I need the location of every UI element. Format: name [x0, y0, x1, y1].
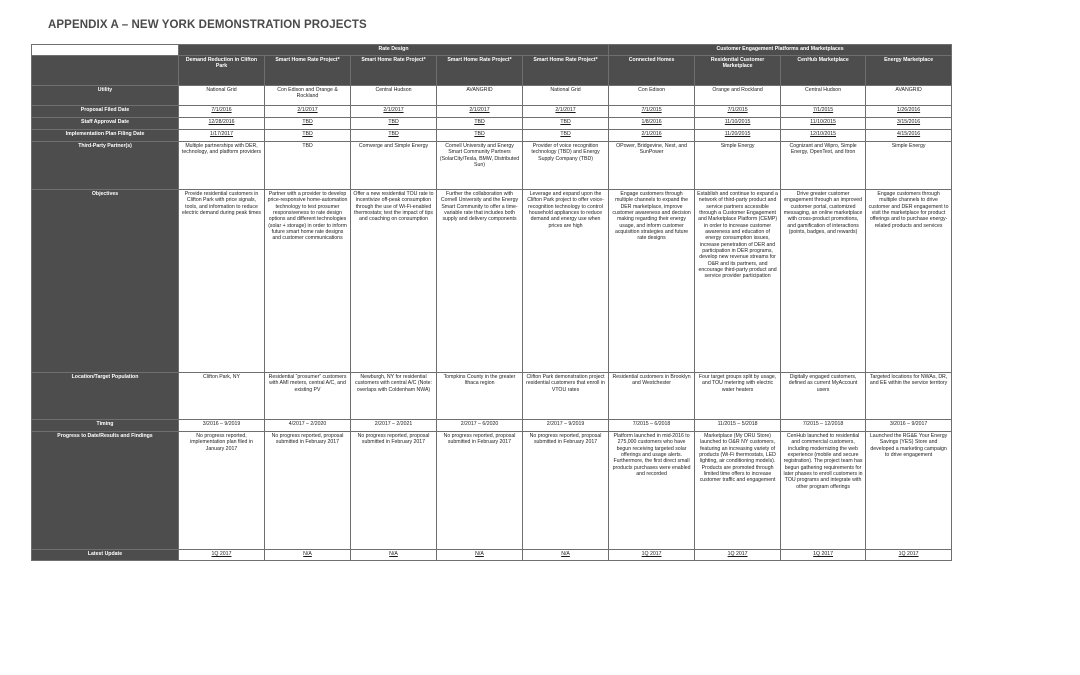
table-cell: 2/1/2016: [609, 130, 695, 142]
table-cell: 7/1/2015: [609, 106, 695, 118]
column-header: Energy Marketplace: [866, 56, 952, 86]
table-cell: Partner with a provider to develop price-responsive home-automation technology to test prosumer responsiveness to rate design options and different technologies (solar + storage) in order to inform future smart home rate designs and customer communications: [265, 190, 351, 373]
table-cell: Drive greater customer engagement through an improved customer portal, customized messaging, an online marketplace with cross-product promotions, and gamification of interactions (points, badges, and rewards): [781, 190, 866, 373]
table-cell: Marketplace (My ORU Store) launched to O&R NY customers, featuring an increasing variety of products (Wi-Fi thermostats, LED lighting, air conditioning models). Products are promoted through limited time offers to increase customer traffic and engagement: [695, 432, 781, 550]
table-cell: Simple Energy: [866, 142, 952, 190]
table-cell: 12/10/2015: [781, 130, 866, 142]
table-cell: 1Q 2017: [179, 550, 265, 561]
table-row-implementation: [32, 130, 952, 142]
table-cell: 11/10/2015: [695, 118, 781, 130]
table-row-approval: [32, 118, 952, 130]
table-cell: Clifton Park, NY: [179, 373, 265, 420]
table-cell: Digitally engaged customers, defined as current MyAccount users: [781, 373, 866, 420]
table-cell: OPower, Bridgevine, Nest, and SunPower: [609, 142, 695, 190]
table-cell: Newburgh, NY for residential customers with central A/C (Note: overlaps with Coldenham NWA): [351, 373, 437, 420]
table-cell: Targeted locations for NWAs, DR, and EE within the service territory: [866, 373, 952, 420]
table-cell: 2/1/2017: [523, 106, 609, 118]
table-cell: Leverage and expand upon the Clifton Park project to offer voice-recognition technology to control household appliances to reduce demand and energy use when prices are high: [523, 190, 609, 373]
table-cell: National Grid: [523, 86, 609, 106]
table-cell: TBD: [437, 118, 523, 130]
table-cell: Comverge and Simple Energy: [351, 142, 437, 190]
table-row-progress: [32, 432, 952, 550]
table-cell: 7/1/2015: [695, 106, 781, 118]
column-header: Smart Home Rate Project*: [523, 56, 609, 86]
table-cell: Residential “prosumer” customers with AMI meters, central A/C, and existing PV: [265, 373, 351, 420]
projects-table: [31, 44, 952, 561]
table-cell: Simple Energy: [695, 142, 781, 190]
table-cell: TBD: [437, 130, 523, 142]
table-cell: National Grid: [179, 86, 265, 106]
row-label: Location/Target Population: [32, 373, 179, 420]
group-header-rate-design: Rate Design: [179, 45, 609, 56]
table-cell: Engage customers through multiple channels to expand the DER marketplace, improve customer awareness and decision making regarding their energy usage, and inform customer acquisition strategies and future rate designs: [609, 190, 695, 373]
row-label: Progress to Date/Results and Findings: [32, 432, 179, 550]
table-cell: 2/1/2017: [351, 106, 437, 118]
table-cell: No progress reported, proposal submitted in February 2017: [437, 432, 523, 550]
table-row-utility: [32, 86, 952, 106]
row-label-header-cell: [32, 56, 179, 86]
column-header: Smart Home Rate Project*: [265, 56, 351, 86]
table-row-timing: [32, 420, 952, 432]
table-row-partners: [32, 142, 952, 190]
table-cell: Engage customers through multiple channels to drive customer and DER engagement to visit the marketplace for product offerings and to purchase energy-related products and services: [866, 190, 952, 373]
table-cell: N/A: [523, 550, 609, 561]
table-cell: 2/2017 – 9/2019: [523, 420, 609, 432]
table-cell: Con Edison and Orange & Rockland: [265, 86, 351, 106]
row-label: Timing: [32, 420, 179, 432]
table-cell: AVANGRID: [866, 86, 952, 106]
table-cell: N/A: [437, 550, 523, 561]
table-cell: 3/15/2016: [866, 118, 952, 130]
table-cell: 7/1/2015: [781, 106, 866, 118]
table-cell: 4/15/2016: [866, 130, 952, 142]
column-header-row: [32, 56, 952, 86]
table-cell: TBD: [265, 142, 351, 190]
table-cell: AVANGRID: [437, 86, 523, 106]
table-cell: No progress reported, proposal submitted in February 2017: [523, 432, 609, 550]
table-row-proposal: [32, 106, 952, 118]
table-cell: TBD: [351, 118, 437, 130]
table-cell: 4/2017 – 2/2020: [265, 420, 351, 432]
table-cell: Cornell University and Energy Smart Community Partners (SolarCity/Tesla, BMW, Distributed Sun): [437, 142, 523, 190]
table-cell: Four target groups split by usage, and TOU metering with electric water heaters: [695, 373, 781, 420]
table-cell: Provider of voice recognition technology (TBD) and Energy Supply Company (TBD): [523, 142, 609, 190]
row-label: Objectives: [32, 190, 179, 373]
table-cell: Platform launched in mid-2016 to 275,000 customers who have begun receiving targeted solar offerings and usage alerts. Furthermore, the first direct small products purchases were enabled and recorded: [609, 432, 695, 550]
table-cell: Offer a new residential TOU rate to incentivize off-peak consumption through the use of Wi-Fi-enabled thermostats; test the impact of tips and coaching on consumption: [351, 190, 437, 373]
table-cell: Multiple partnerships with DER, technology, and platform providers: [179, 142, 265, 190]
row-label: Third-Party Partner(s): [32, 142, 179, 190]
row-label: Proposal Filed Date: [32, 106, 179, 118]
table-cell: Establish and continue to expand a network of third-party product and service partners accessible through a Customer Engagement and Marketplace Platform (CEMP) in order to increase customer awareness and education of energy consumption issues, increase penetration of DER and participation in DER programs, develop new revenue streams for O&R and its partners, and encourage third-party product and service provider participation: [695, 190, 781, 373]
row-label: Utility: [32, 86, 179, 106]
table-cell: Orange and Rockland: [695, 86, 781, 106]
table-cell: 2/1/2017: [265, 106, 351, 118]
group-header-row: [32, 45, 952, 56]
row-label: Staff Approval Date: [32, 118, 179, 130]
table-cell: Tompkins County in the greater Ithaca region: [437, 373, 523, 420]
table-cell: 2/1/2017: [437, 106, 523, 118]
table-cell: TBD: [523, 130, 609, 142]
table-cell: No progress reported, implementation plan filed in January 2017: [179, 432, 265, 550]
table-cell: 1/17/2017: [179, 130, 265, 142]
table-cell: TBD: [351, 130, 437, 142]
table-cell: 11/10/2015: [781, 118, 866, 130]
table-body: [32, 86, 952, 561]
table-cell: Central Hudson: [781, 86, 866, 106]
row-label: Implementation Plan Filing Date: [32, 130, 179, 142]
table-cell: Further the collaboration with Cornell University and the Energy Smart Community to offer a time-variable rate that includes both supply and delivery components: [437, 190, 523, 373]
column-header: Demand Reduction in Clifton Park: [179, 56, 265, 86]
table-cell: Clifton Park demonstration project residential customers that enroll in VTOU rates: [523, 373, 609, 420]
page-title: APPENDIX A – NEW YORK DEMONSTRATION PROJECTS: [48, 19, 367, 31]
table-cell: 1/26/2016: [866, 106, 952, 118]
row-label: Latest Update: [32, 550, 179, 561]
table-cell: 2/2017 – 6/2020: [437, 420, 523, 432]
table-cell: Launched the RG&E Your Energy Savings (YES) Store and developed a marketing campaign to drive engagement: [866, 432, 952, 550]
table-cell: 3/2016 – 9/2017: [866, 420, 952, 432]
column-header: Connected Homes: [609, 56, 695, 86]
table-row-objectives: [32, 190, 952, 373]
table-cell: 11/20/2015: [695, 130, 781, 142]
table-cell: Provide residential customers in Clifton Park with price signals, tools, and information to reduce electric demand during peak times: [179, 190, 265, 373]
table-cell: CenHub launched to residential and commercial customers, including modernizing the web experience (mobile and secure registration). The project team has begun gathering requirements for later phases to enroll customers in TOU programs and integrate with other program offerings: [781, 432, 866, 550]
table-cell: 1Q 2017: [609, 550, 695, 561]
table-cell: No progress reported, proposal submitted in February 2017: [351, 432, 437, 550]
table-cell: 7/2015 – 6/2018: [609, 420, 695, 432]
column-header: Residential Customer Marketplace: [695, 56, 781, 86]
corner-cell: [32, 45, 179, 56]
table-cell: 1Q 2017: [695, 550, 781, 561]
column-header: CenHub Marketplace: [781, 56, 866, 86]
table-cell: 1Q 2017: [866, 550, 952, 561]
table-cell: 1Q 2017: [781, 550, 866, 561]
table-cell: TBD: [523, 118, 609, 130]
table-cell: 2/2017 – 2/2021: [351, 420, 437, 432]
table-cell: Central Hudson: [351, 86, 437, 106]
table-cell: 12/28/2016: [179, 118, 265, 130]
table-row-latest: [32, 550, 952, 561]
table-cell: N/A: [351, 550, 437, 561]
table-cell: Residential customers in Brooklyn and Westchester: [609, 373, 695, 420]
column-header: Smart Home Rate Project*: [437, 56, 523, 86]
table-cell: Con Edison: [609, 86, 695, 106]
table-cell: TBD: [265, 130, 351, 142]
table-cell: 7/1/2016: [179, 106, 265, 118]
table-cell: 7/2015 – 12/2018: [781, 420, 866, 432]
group-header-customer-engagement: Customer Engagement Platforms and Marketplaces: [609, 45, 952, 56]
table-cell: N/A: [265, 550, 351, 561]
table-cell: 11/2015 – 5/2018: [695, 420, 781, 432]
table-cell: Cognizant and Wipro, Simple Energy, OpenText, and Itron: [781, 142, 866, 190]
table-row-location: [32, 373, 952, 420]
table-cell: 3/2016 – 9/2019: [179, 420, 265, 432]
table-cell: TBD: [265, 118, 351, 130]
table-cell: 1/8/2016: [609, 118, 695, 130]
table-cell: No progress reported, proposal submitted in February 2017: [265, 432, 351, 550]
column-header: Smart Home Rate Project*: [351, 56, 437, 86]
